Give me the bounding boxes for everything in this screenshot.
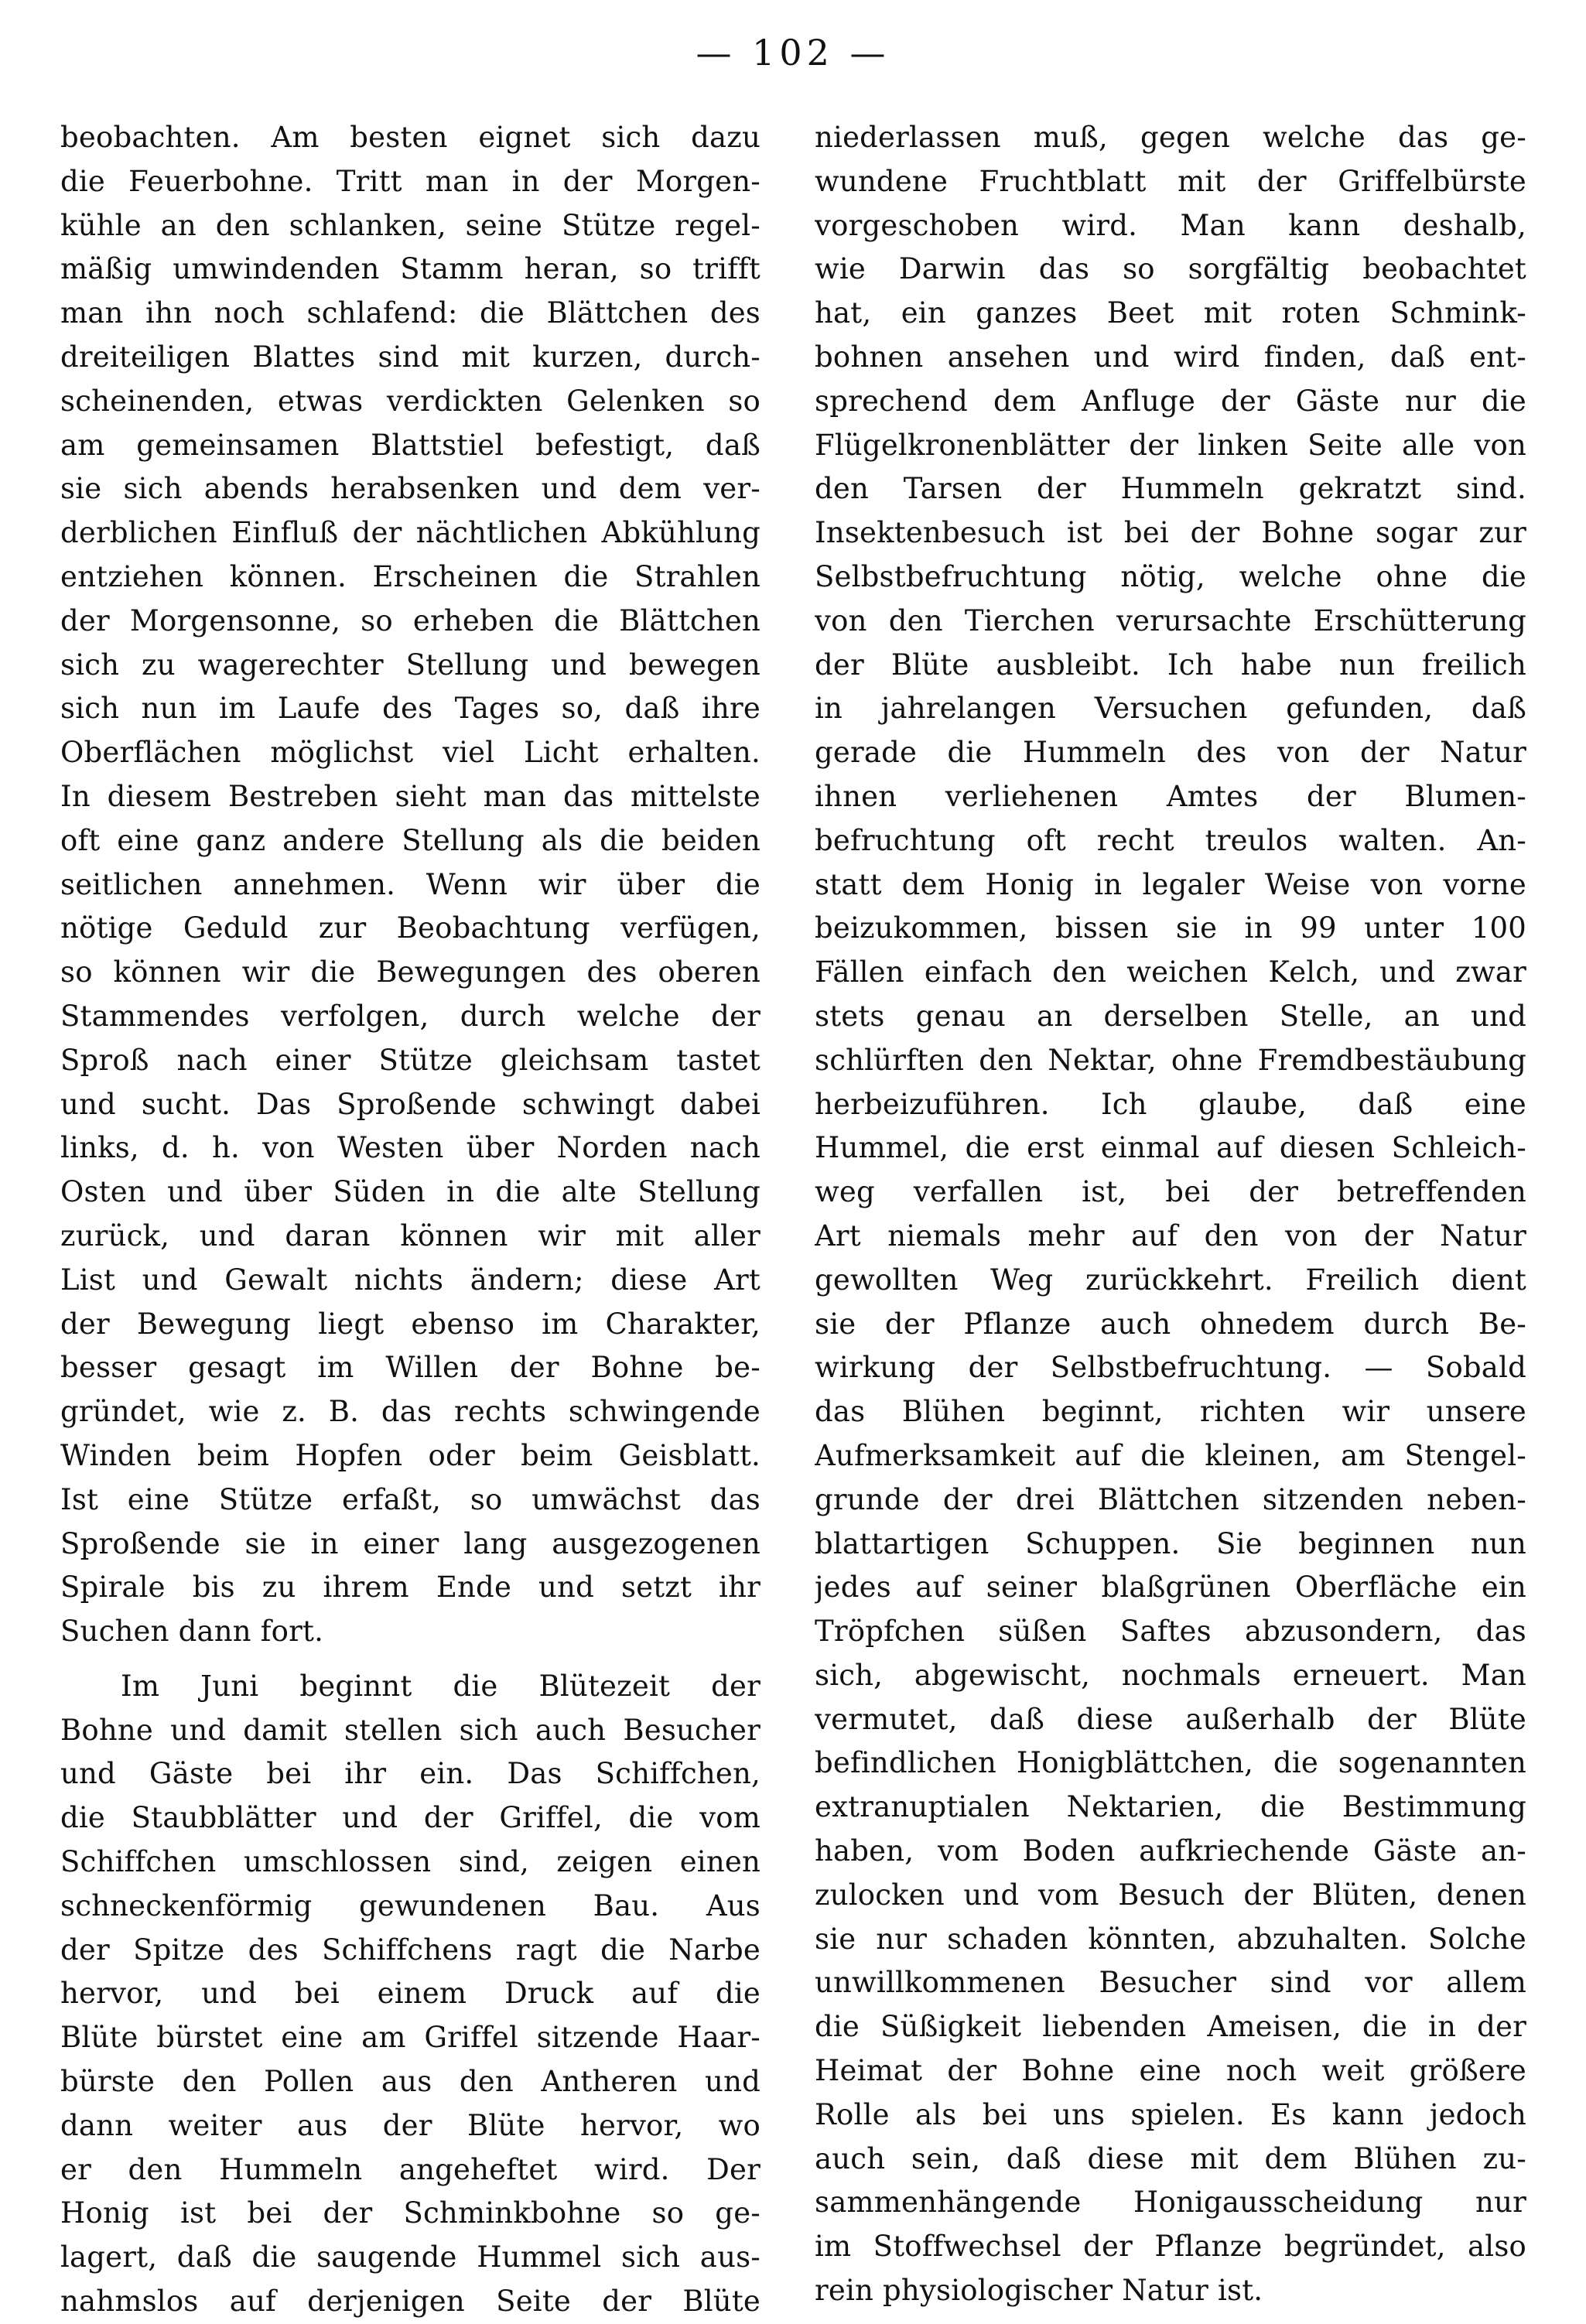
text-line: seitlichen annehmen. Wenn wir über die: [60, 867, 761, 901]
text-line: in jahrelangen Versuchen gefunden, daß: [815, 692, 1526, 726]
text-line: Honig ist bei der Schminkbohne so ge-: [60, 2196, 761, 2230]
text-line: Heimat der Bohne eine noch weit größere: [815, 2054, 1526, 2088]
paragraph-gap: [60, 1654, 761, 1665]
text-line: Art niemals mehr auf den von der Natur: [815, 1218, 1526, 1253]
text-line: derblichen Einfluß der nächtlichen Abkühlung: [60, 516, 761, 550]
page-number: — 102 —: [696, 32, 890, 73]
text-line: In diesem Bestreben sieht man das mittelste: [60, 779, 761, 813]
text-line: statt dem Honig in legaler Weise von vorne: [815, 867, 1526, 901]
text-line: Spirale bis zu ihrem Ende und setzt ihr: [60, 1570, 761, 1605]
text-line: auch sein, daß diese mit dem Blühen zu-: [815, 2141, 1526, 2175]
text-line: Selbstbefruchtung nötig, welche ohne die: [815, 559, 1526, 593]
text-line: Flügelkronenblätter der linken Seite alle von: [815, 428, 1526, 462]
text-line: Osten und über Süden in die alte Stellung: [60, 1175, 761, 1209]
text-line: Blüte bürstet eine am Griffel sitzende Haar-: [60, 2021, 761, 2055]
text-line: nötige Geduld zur Beobachtung verfügen,: [60, 911, 761, 945]
text-line: sie sich abends herabsenken und dem ver-: [60, 472, 761, 506]
text-line: Oberflächen möglichst viel Licht erhalten.: [60, 736, 761, 770]
right-text-column: [815, 116, 1526, 2313]
text-line: blattartigen Schuppen. Sie beginnen nun: [815, 1526, 1526, 1560]
text-line: ihnen verliehenen Amtes der Blumen-: [815, 779, 1526, 813]
left-text-column: [60, 116, 761, 2324]
text-line: mäßig umwindenden Stamm heran, so trifft: [60, 252, 761, 286]
text-line: gewollten Weg zurückkehrt. Freilich dient: [815, 1263, 1526, 1297]
text-line: die Süßigkeit liebenden Ameisen, die in der: [815, 2010, 1526, 2044]
text-line: oft eine ganz andere Stellung als die beiden: [60, 823, 761, 857]
text-line: sich zu wagerechter Stellung und bewegen: [60, 648, 761, 682]
text-line: jedes auf seiner blaßgrünen Oberfläche ein: [815, 1570, 1526, 1605]
text-line: im Stoffwechsel der Pflanze begründet, also: [815, 2230, 1526, 2264]
text-line: schneckenförmig gewundenen Bau. Aus: [60, 1888, 761, 1922]
text-line: unwillkommenen Besucher sind vor allem: [815, 1966, 1526, 2000]
text-line: wie Darwin das so sorgfältig beobachtet: [815, 252, 1526, 286]
text-line: Tröpfchen süßen Saftes abzusondern, das: [815, 1615, 1526, 1649]
text-line: Bohne und damit stellen sich auch Besucher: [60, 1713, 761, 1747]
text-line: niederlassen muß, gegen welche das ge-: [815, 121, 1526, 154]
text-line: hervor, und bei einem Druck auf die: [60, 1977, 761, 2011]
text-line: haben, vom Boden aufkriechende Gäste an-: [815, 1834, 1526, 1868]
text-line: Schiffchen umschlossen sind, zeigen einen: [60, 1845, 761, 1879]
text-line: Stammendes verfolgen, durch welche der: [60, 999, 761, 1033]
text-line: Aufmerksamkeit auf die kleinen, am Stengel-: [815, 1438, 1526, 1472]
text-line: die Staubblätter und der Griffel, die vom: [60, 1801, 761, 1835]
text-line: Winden beim Hopfen oder beim Geisblatt.: [60, 1438, 761, 1472]
text-line: sie nur schaden könnten, abzuhalten. Solche: [815, 1922, 1526, 1956]
text-line: am gemeinsamen Blattstiel befestigt, daß: [60, 428, 761, 462]
text-line: sich, abgewischt, nochmals erneuert. Man: [815, 1658, 1526, 1692]
text-line: entziehen können. Erscheinen die Strahlen: [60, 559, 761, 593]
text-line: man ihn noch schlafend: die Blättchen des: [60, 296, 761, 330]
text-line: scheinenden, etwas verdickten Gelenken so: [60, 384, 761, 418]
text-line: sich nun im Laufe des Tages so, daß ihre: [60, 692, 761, 726]
text-line: und Gäste bei ihr ein. Das Schiffchen,: [60, 1757, 761, 1791]
text-line: besser gesagt im Willen der Bohne be-: [60, 1351, 761, 1385]
text-line: hat, ein ganzes Beet mit roten Schmink-: [815, 296, 1526, 330]
text-line: weg verfallen ist, bei der betreffenden: [815, 1175, 1526, 1209]
text-line: beobachten. Am besten eignet sich dazu: [60, 121, 761, 154]
text-line: zulocken und vom Besuch der Blüten, denen: [815, 1878, 1526, 1912]
text-line: dreiteiligen Blattes sind mit kurzen, durch-: [60, 340, 761, 374]
text-line: der Morgensonne, so erheben die Blättchen: [60, 603, 761, 637]
text-line: Sproßende sie in einer lang ausgezogenen: [60, 1526, 761, 1560]
text-line: bohnen ansehen und wird finden, daß ent-: [815, 340, 1526, 374]
text-line: wirkung der Selbstbefruchtung. — Sobald: [815, 1351, 1526, 1385]
text-line: schlürften den Nektar, ohne Fremdbestäubung: [815, 1043, 1526, 1077]
text-line: Suchen dann fort.: [60, 1615, 324, 1649]
text-line: Ist eine Stütze erfaßt, so umwächst das: [60, 1482, 761, 1516]
text-line: der Spitze des Schiffchens ragt die Narbe: [60, 1933, 761, 1967]
text-line: wundene Fruchtblatt mit der Griffelbürste: [815, 164, 1526, 198]
text-line: Fällen einfach den weichen Kelch, und zwar: [815, 955, 1526, 989]
text-line: beizukommen, bissen sie in 99 unter 100: [815, 911, 1526, 945]
text-line: vermutet, daß diese außerhalb der Blüte: [815, 1702, 1526, 1736]
text-line: den Tarsen der Hummeln gekratzt sind.: [815, 472, 1526, 506]
text-line: Insektenbesuch ist bei der Bohne sogar zur: [815, 516, 1526, 550]
text-line: das Blühen beginnt, richten wir unsere: [815, 1395, 1526, 1429]
text-line: vorgeschoben wird. Man kann deshalb,: [815, 208, 1526, 242]
text-line: kühle an den schlanken, seine Stütze regel-: [60, 208, 761, 242]
text-line: sprechend dem Anfluge der Gäste nur die: [815, 384, 1526, 418]
text-line: Sproß nach einer Stütze gleichsam tastet: [60, 1043, 761, 1077]
text-line: die Feuerbohne. Tritt man in der Morgen-: [60, 164, 761, 198]
text-line: List und Gewalt nichts ändern; diese Art: [60, 1263, 761, 1297]
text-line: Rolle als bei uns spielen. Es kann jedoch: [815, 2097, 1526, 2131]
text-line: sammenhängende Honigausscheidung nur: [815, 2186, 1526, 2220]
text-line: er den Hummeln angeheftet wird. Der: [60, 2152, 761, 2186]
text-line: sie der Pflanze auch ohnedem durch Be-: [815, 1307, 1526, 1341]
text-line: zurück, und daran können wir mit aller: [60, 1218, 761, 1253]
text-line: nahmslos auf derjenigen Seite der Blüte: [60, 2285, 761, 2319]
text-line: grunde der drei Blättchen sitzenden neben-: [815, 1482, 1526, 1516]
text-line: stets genau an derselben Stelle, an und: [815, 999, 1526, 1033]
text-line: herbeizuführen. Ich glaube, daß eine: [815, 1087, 1526, 1121]
text-line: Hummel, die erst einmal auf diesen Schleich-: [815, 1131, 1526, 1165]
text-line: bürste den Pollen aus den Antheren und: [60, 2065, 761, 2099]
text-line: Im Juni beginnt die Blütezeit der: [121, 1669, 761, 1703]
text-line: links, d. h. von Westen über Norden nach: [60, 1131, 761, 1165]
text-line: und sucht. Das Sproßende schwingt dabei: [60, 1087, 761, 1121]
text-line: so können wir die Bewegungen des oberen: [60, 955, 761, 989]
text-line: dann weiter aus der Blüte hervor, wo: [60, 2108, 761, 2142]
text-line: rein physiologischer Natur ist.: [815, 2274, 1263, 2308]
text-line: der Blüte ausbleibt. Ich habe nun freilich: [815, 648, 1526, 682]
text-line: der Bewegung liegt ebenso im Charakter,: [60, 1307, 761, 1341]
text-line: lagert, daß die saugende Hummel sich aus-: [60, 2240, 761, 2274]
text-line: von den Tierchen verursachte Erschütterung: [815, 603, 1526, 637]
text-line: befindlichen Honigblättchen, die sogenannten: [815, 1746, 1526, 1780]
text-line: extranuptialen Nektarien, die Bestimmung: [815, 1790, 1526, 1824]
text-line: befruchtung oft recht treulos walten. An-: [815, 823, 1526, 857]
text-line: gerade die Hummeln des von der Natur: [815, 736, 1526, 770]
text-line: gründet, wie z. B. das rechts schwingende: [60, 1395, 761, 1429]
